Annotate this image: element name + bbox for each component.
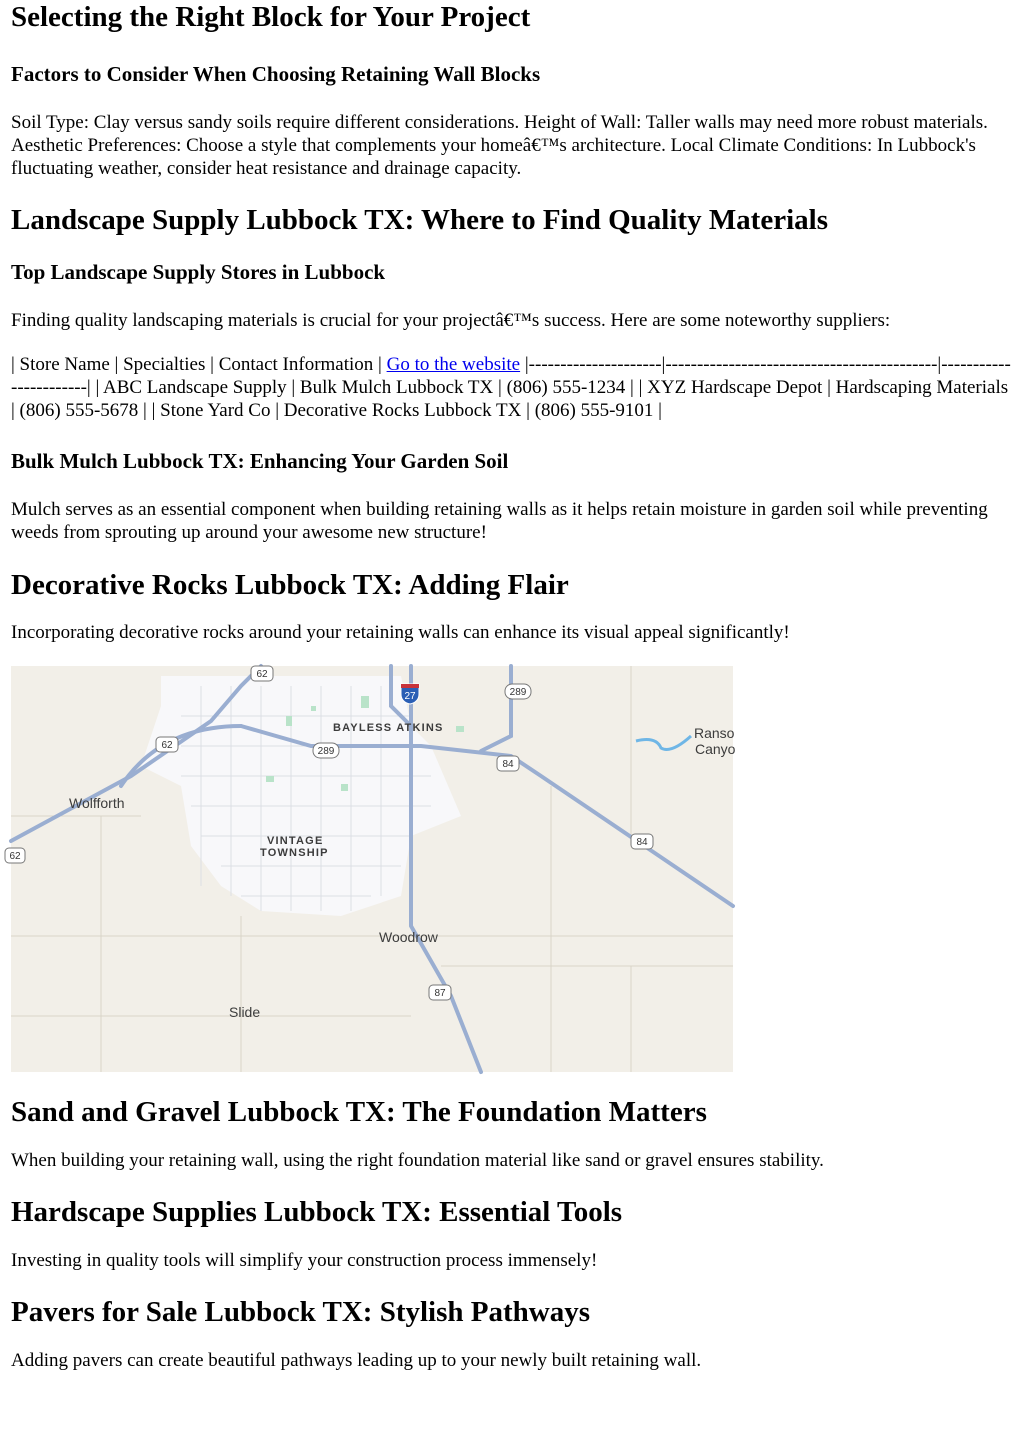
paragraph-suppliers-intro: Finding quality landscaping materials is crucial for your projectâ€™s success. Here are some noteworthy suppliers: [11,310,891,331]
label-wolfforth: Wolfforth [69,795,125,811]
subheading-bulk-mulch: Bulk Mulch Lubbock TX: Enhancing Your Garden Soil [11,449,509,473]
route-shield-289-center [313,743,339,758]
route-shield-84-upper [497,756,519,771]
svg-text:84: 84 [502,759,514,770]
svg-text:289: 289 [509,687,527,698]
label-woodrow: Woodrow [379,929,438,945]
label-ransom: Ranso [694,725,735,741]
paragraph-sand-gravel: When building your retaining wall, using the right foundation material like sand or gravel ensures stability. [11,1150,824,1171]
subheading-factors: Factors to Consider When Choosing Retaining Wall Blocks [11,62,541,86]
interstate-shield-27 [401,684,419,704]
paragraph-hardscape: Investing in quality tools will simplify your construction process immensely! [11,1250,598,1271]
section-title-decorative-rocks: Decorative Rocks Lubbock TX: Adding Flair [11,569,569,601]
paragraph-decorative-rocks: Incorporating decorative rocks around your retaining walls can enhance its visual appeal significantly! [11,622,790,643]
subheading-top-stores: Top Landscape Supply Stores in Lubbock [11,260,386,284]
map-image[interactable] [9,666,736,1072]
table-suffix: |---------------------|-------------------------------------------|-----------------------| | ABC Landscape Supply | Bulk Mulch Lubbock TX | (806) 555-1234 | | XYZ Hardscape Depot | Hardscaping Materials | (806) 555-5678 | | Stone Yard Co | Decorative Rocks Lubbock TX | (806) 555-9101 | [11,354,1011,421]
svg-text:87: 87 [434,988,446,999]
svg-text:62: 62 [161,740,173,751]
route-shield-87 [429,985,451,1000]
section-title-landscape-supply: Landscape Supply Lubbock TX: Where to Find Quality Materials [11,204,828,236]
label-canyon: Canyo [695,741,736,757]
section-title-selecting-block: Selecting the Right Block for Your Project [11,1,531,33]
svg-text:289: 289 [317,746,335,757]
label-township: TOWNSHIP [260,847,329,859]
paragraph-pavers: Adding pavers can create beautiful pathways leading up to your newly built retaining wall. [11,1350,702,1371]
route-shield-62-left [156,737,178,752]
label-slide: Slide [229,1004,261,1020]
section-title-pavers: Pavers for Sale Lubbock TX: Stylish Pathways [11,1296,590,1328]
map-canvas [9,666,736,1072]
route-shield-289-top [505,684,531,699]
svg-text:62: 62 [256,669,268,680]
website-link[interactable]: Go to the website [386,354,521,375]
paragraph-factors: Soil Type: Clay versus sandy soils require different considerations. Height of Wall: Taller walls may need more robust materials. Aesthetic Preferences: Choose a style that complements your homeâ€™s architecture. Local Climate Conditions: In Lubbock's fluctuating weather, consider heat resistance and drainage capacity. [11,112,988,179]
svg-text:62: 62 [9,851,21,862]
route-shield-62-top [251,666,273,681]
route-shield-84-lower [631,834,653,849]
paragraph-mulch: Mulch serves as an essential component when building retaining walls as it helps retain moisture in garden soil while preventing weeds from sprouting up around your awesome new structure! [11,499,988,543]
section-title-hardscape: Hardscape Supplies Lubbock TX: Essential Tools [11,1196,623,1228]
table-prefix: | Store Name | Specialties | Contact Information | [11,354,387,375]
route-shield-62-edge [5,848,25,863]
svg-text:84: 84 [636,837,648,848]
section-title-sand-gravel: Sand and Gravel Lubbock TX: The Foundation Matters [11,1096,707,1128]
label-vintage: VINTAGE [267,835,324,847]
suppliers-table-text [11,353,1013,422]
label-bayless-atkins: BAYLESS ATKINS [333,722,444,734]
svg-text:27: 27 [404,691,416,702]
